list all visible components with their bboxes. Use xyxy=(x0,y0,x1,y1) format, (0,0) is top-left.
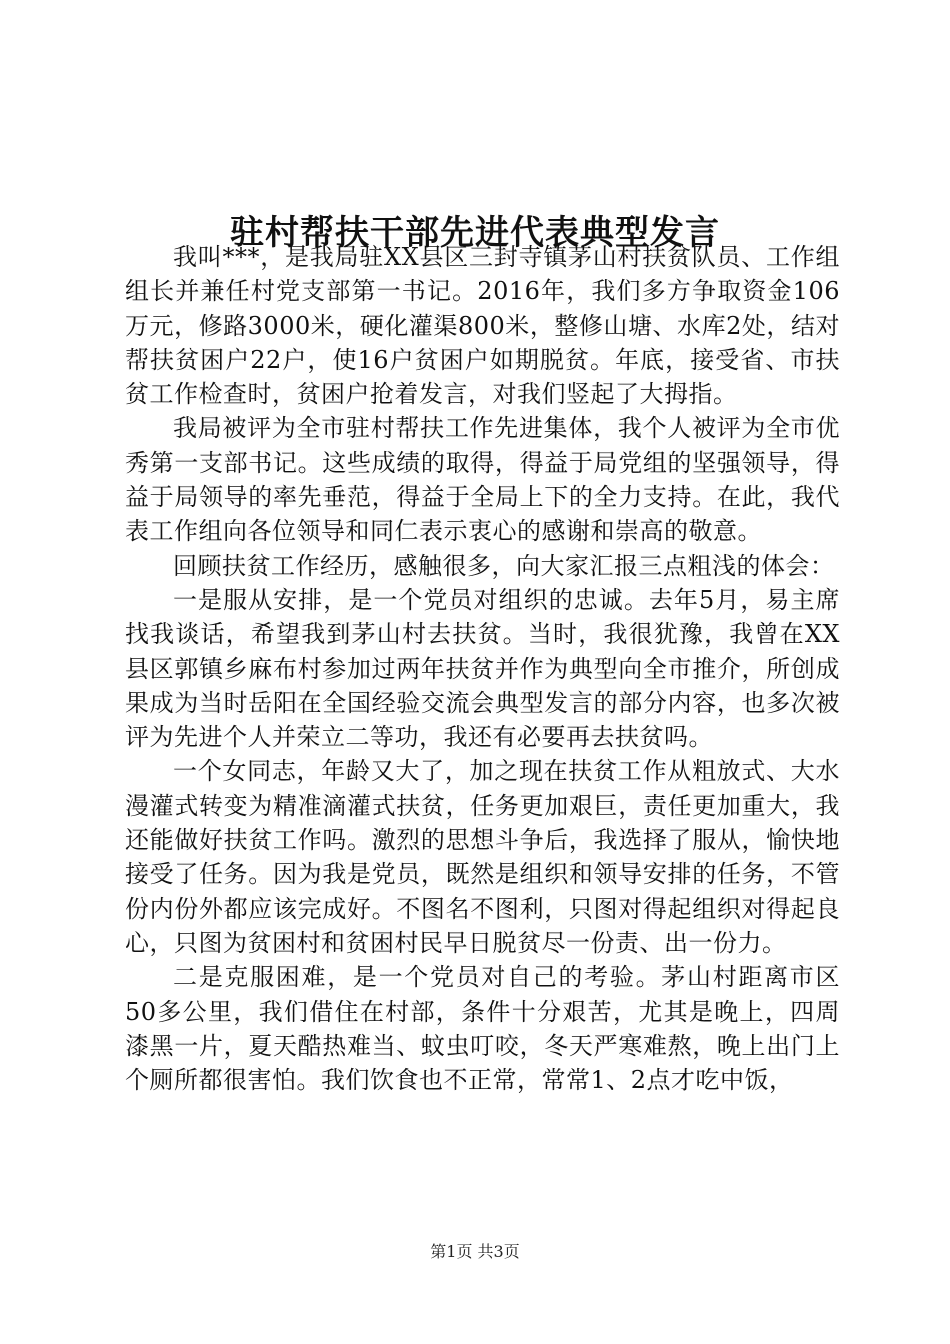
page-number-footer: 第1页 共3页 xyxy=(430,1242,520,1261)
paragraph-3: 回顾扶贫工作经历，感触很多，向大家汇报三点粗浅的体会： xyxy=(173,551,835,580)
document-body xyxy=(125,240,840,1097)
paragraph-6: 二是克服困难，是一个党员对自己的考验。茅山村距离市区50多公里，我们借住在村部，条件十分艰苦，尤其是晚上，四周漆黑一片，夏天酷热难当、蚊虫叮咬，冬天严寒难熬，晚上出门上个厕所都很害怕。我们饮食也不正常，常常1、2点才吃中饭， xyxy=(125,963,840,1095)
paragraph-1: 我叫***，是我局驻XX县区三封寺镇茅山村扶贫队员、工作组组长并兼任村党支部第一书记。2016年，我们多方争取资金106万元，修路3000米，硬化灌渠800米，整修山塘、水库2处，结对帮扶贫困户22户，使16户贫困户如期脱贫。年底，接受省、市扶贫工作检查时，贫困户抢着发言，对我们竖起了大拇指。 xyxy=(125,243,840,409)
paragraph-2: 我局被评为全市驻村帮扶工作先进集体，我个人被评为全市优秀第一支部书记。这些成绩的取得，得益于局党组的坚强领导，得益于局领导的率先垂范，得益于全局上下的全力支持。在此，我代表工作组向各位领导和同仁表示衷心的感谢和崇高的敬意。 xyxy=(125,414,840,546)
document-title: 驻村帮扶干部先进代表典型发言 xyxy=(230,212,720,253)
paragraph-5: 一个女同志，年龄又大了，加之现在扶贫工作从粗放式、大水漫灌式转变为精准滴灌式扶贫，任务更加艰巨，责任更加重大，我还能做好扶贫工作吗。激烈的思想斗争后，我选择了服从，愉快地接受了任务。因为我是党员，既然是组织和领导安排的任务，不管份内份外都应该完成好。不图名不图利，只图对得起组织对得起良心，只图为贫困村和贫困村民早日脱贫尽一份责、出一份力。 xyxy=(125,757,840,957)
paragraph-4: 一是服从安排，是一个党员对组织的忠诚。去年5月，易主席找我谈话，希望我到茅山村去扶贫。当时，我很犹豫，我曾在XX县区郭镇乡麻布村参加过两年扶贫并作为典型向全市推介，所创成果成为当时岳阳在全国经验交流会典型发言的部分内容，也多次被评为先进个人并荣立二等功，我还有必要再去扶贫吗。 xyxy=(125,585,840,752)
